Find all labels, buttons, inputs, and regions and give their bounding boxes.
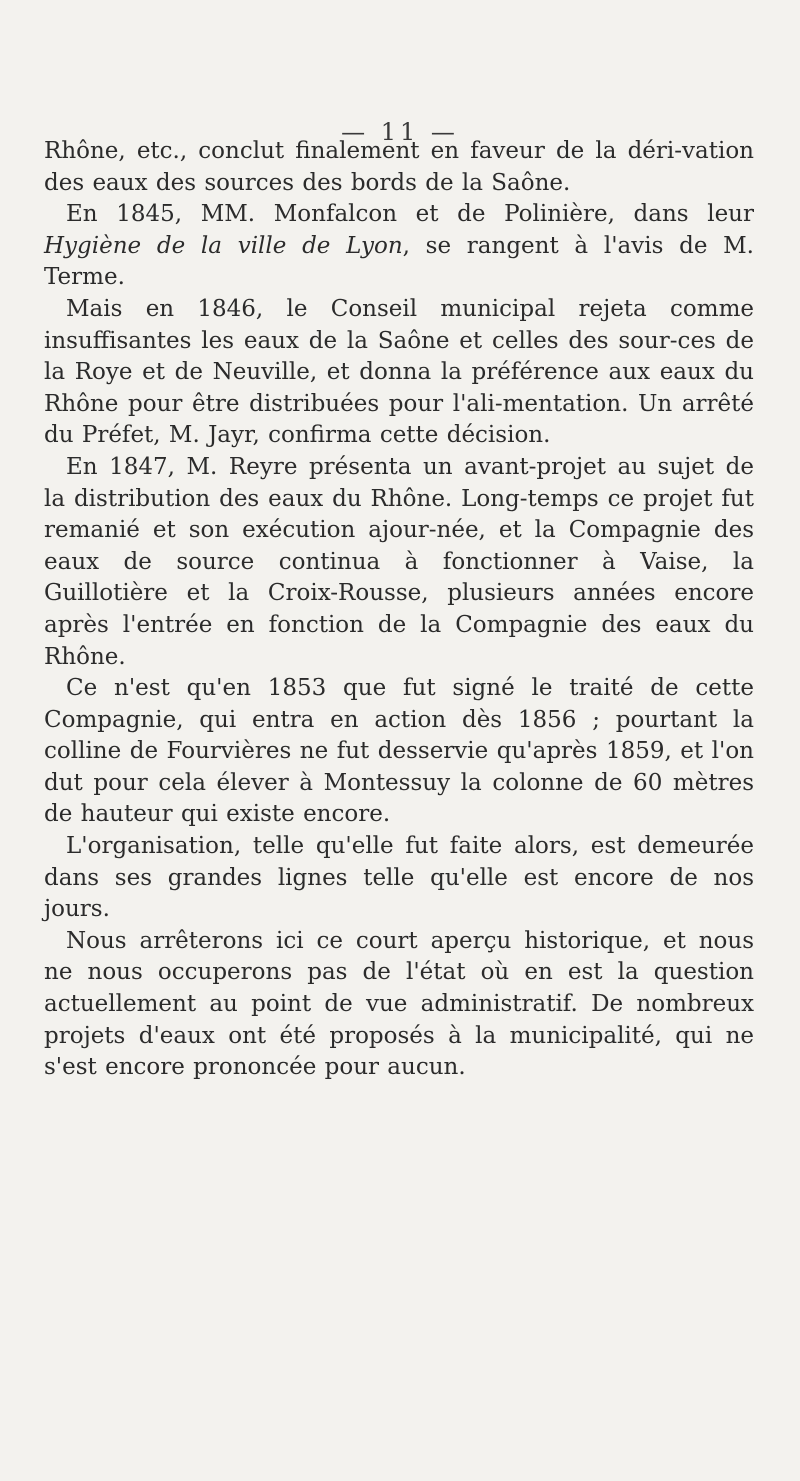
page-number: — 11 —	[341, 118, 459, 146]
paragraph-continuation: Rhône, etc., conclut finalement en faveur de la déri-vation des eaux des sources des bords de la Saône.	[44, 138, 754, 196]
book-title-hygiene: Hygiène de la ville de Lyon	[44, 232, 403, 259]
paragraph-1846: Mais en 1846, le Conseil municipal rejeta comme insuffisantes les eaux de la Saône et celles des sour-ces de la Roye et de Neuville, et donna la préférence aux eaux du Rhône pour être distribuées pour l'ali-mentation. Un arrêté du Préfet, M. Jayr, confirma cette décision.	[44, 295, 754, 449]
body-text	[44, 136, 754, 1084]
paragraph-1845	[44, 199, 754, 294]
paragraph-1845-text-before: En 1845, MM. Monfalcon et de Polinière, dans leur	[66, 201, 754, 228]
paragraph-1847: En 1847, M. Reyre présenta un avant-projet au sujet de la distribution des eaux du Rhône. Long-temps ce projet fut remanié et son exécution ajour-née, et la Compagnie des eaux de source continua à fonctionner à Vaise, la Guillotière et la Croix-Rousse, plusieurs années encore après l'entrée en fonction de la Compagnie des eaux du Rhône.	[44, 453, 754, 670]
paragraph-1853: Ce n'est qu'en 1853 que fut signé le traité de cette Compagnie, qui entra en action dès 1856 ; pourtant la colline de Fourvières ne fut desservie qu'après 1859, et l'on dut pour cela élever à Montessuy la colonne de 60 mètres de hauteur qui existe encore.	[44, 675, 754, 828]
paragraph-1845-text-after: , se rangent à l'avis de M. Terme.	[44, 232, 754, 291]
paragraph-conclusion: Nous arrêterons ici ce court aperçu historique, et nous ne nous occuperons pas de l'état où en est la question actuellement au point de vue administratif. De nombreux projets d'eaux ont été proposés à la municipalité, qui ne s'est encore prononcée pour aucun.	[44, 927, 754, 1081]
paragraph-organisation: L'organisation, telle qu'elle fut faite alors, est demeurée dans ses grandes lignes telle qu'elle est encore de nos jours.	[44, 833, 754, 923]
